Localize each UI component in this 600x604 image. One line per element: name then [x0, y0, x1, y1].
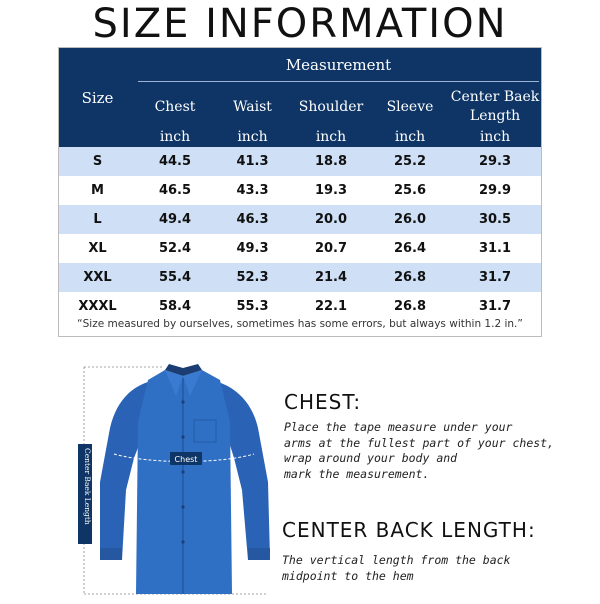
cell-chest: 55.4: [158, 270, 192, 285]
measurement-note: “Size measured by ourselves, sometimes has some errors, but always within 1.2 in.”: [77, 318, 523, 330]
cell-center-back-length: 31.7: [478, 270, 512, 285]
row-size: XL: [88, 241, 107, 256]
cell-center-back-length: 29.9: [478, 183, 512, 198]
table-row: [59, 205, 541, 234]
center-back-instructions: The vertical length from the back midpoint to the hem: [282, 553, 511, 583]
cell-waist: 41.3: [236, 154, 269, 169]
measurement-header: Measurement: [285, 56, 392, 74]
cell-waist: 52.3: [236, 270, 269, 285]
cell-waist: 46.3: [236, 212, 269, 227]
cell-sleeve: 26.0: [393, 212, 427, 227]
row-size: XXL: [83, 270, 112, 285]
column-header-center-back-length: Center Baek Length: [450, 89, 540, 124]
row-size: S: [92, 154, 103, 169]
table-row: [59, 263, 541, 292]
table-row: [59, 176, 541, 205]
chest-heading: CHEST:: [284, 390, 362, 414]
cell-chest: 44.5: [158, 154, 192, 169]
cell-chest: 46.5: [158, 183, 192, 198]
shirt-diagram: [70, 362, 290, 600]
chest-tag: Chest: [174, 455, 198, 464]
cell-shoulder: 21.4: [314, 270, 348, 285]
unit-sleeve: inch: [394, 129, 426, 145]
unit-center-back-length: inch: [479, 129, 511, 145]
cell-chest: 52.4: [158, 241, 192, 256]
cell-center-back-length: 29.3: [478, 154, 512, 169]
cell-sleeve: 26.8: [393, 270, 427, 285]
cell-waist: 49.3: [236, 241, 269, 256]
table-header: [59, 48, 541, 147]
cell-shoulder: 20.0: [314, 212, 348, 227]
cell-sleeve: 26.4: [393, 241, 427, 256]
column-header-waist: Waist: [233, 98, 272, 115]
cell-shoulder: 20.7: [314, 241, 348, 256]
cell-center-back-length: 31.1: [478, 241, 512, 256]
unit-chest: inch: [159, 129, 191, 145]
cell-sleeve: 25.2: [393, 154, 427, 169]
column-header-sleeve: Sleeve: [386, 98, 434, 115]
cell-center-back-length: 31.7: [478, 299, 512, 314]
row-size: XXXL: [78, 299, 117, 314]
unit-waist: inch: [237, 129, 268, 145]
center-back-heading: CENTER BACK LENGTH:: [282, 518, 536, 542]
cell-shoulder: 19.3: [314, 183, 348, 198]
cell-waist: 55.3: [236, 299, 269, 314]
cell-chest: 58.4: [158, 299, 192, 314]
shirt-illustration: [70, 362, 290, 600]
page-title: SIZE INFORMATION: [92, 1, 508, 47]
column-header-shoulder: Shoulder: [298, 98, 364, 115]
size-chart-table: [58, 47, 542, 337]
chest-instructions: Place the tape measure under your arms at the fullest part of your chest, wrap around your body and mark the measurement.: [284, 420, 555, 481]
cell-shoulder: 22.1: [314, 299, 348, 314]
cell-waist: 43.3: [236, 183, 269, 198]
row-size: L: [93, 212, 102, 227]
cell-shoulder: 18.8: [314, 154, 348, 169]
length-tag: Center Baek Length: [83, 448, 92, 525]
cell-chest: 49.4: [158, 212, 192, 227]
table-row: [59, 234, 541, 263]
cell-center-back-length: 30.5: [478, 212, 512, 227]
unit-shoulder: inch: [315, 129, 347, 145]
size-column-header: Size: [81, 88, 114, 107]
row-size: M: [91, 183, 104, 198]
column-header-chest: Chest: [154, 98, 196, 115]
table-row: [59, 147, 541, 176]
cell-sleeve: 25.6: [393, 183, 427, 198]
header-divider: [138, 81, 539, 82]
cell-sleeve: 26.8: [393, 299, 427, 314]
